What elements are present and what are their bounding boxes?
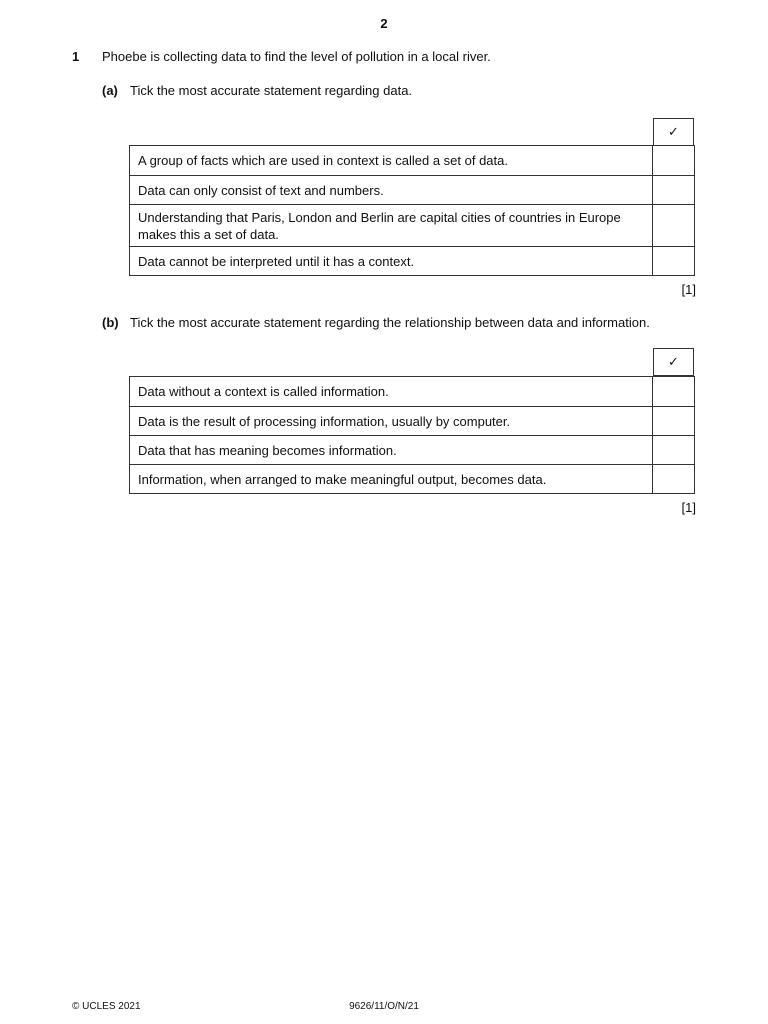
part-b-answer-table bbox=[129, 376, 695, 494]
statement-text: Understanding that Paris, London and Berlin are capital cities of countries in Europe makes this a set of data. bbox=[130, 205, 653, 247]
statement-text: Data is the result of processing information, usually by computer. bbox=[130, 407, 653, 436]
tick-box[interactable] bbox=[653, 146, 695, 176]
table-row bbox=[130, 377, 695, 407]
tick-icon: ✓ bbox=[668, 124, 679, 140]
table-row bbox=[130, 146, 695, 176]
question-text: Phoebe is collecting data to find the level of pollution in a local river. bbox=[102, 49, 491, 64]
page-number: 2 bbox=[380, 16, 388, 31]
question-number: 1 bbox=[72, 49, 80, 64]
table-row bbox=[130, 247, 695, 276]
part-a-marks: [1] bbox=[681, 282, 696, 297]
table-row bbox=[130, 407, 695, 436]
table-row bbox=[130, 176, 695, 205]
table-row bbox=[130, 205, 695, 247]
tick-box[interactable] bbox=[653, 436, 695, 465]
tick-box[interactable] bbox=[653, 205, 695, 247]
part-a-tick-header bbox=[653, 118, 694, 146]
footer-paper-code: 9626/11/O/N/21 bbox=[349, 1001, 419, 1012]
part-b-marks: [1] bbox=[681, 500, 696, 515]
tick-box[interactable] bbox=[653, 247, 695, 276]
part-b-tick-header bbox=[653, 348, 694, 376]
table-row bbox=[130, 436, 695, 465]
tick-box[interactable] bbox=[653, 377, 695, 407]
tick-box[interactable] bbox=[653, 465, 695, 494]
statement-text: Data can only consist of text and numbers. bbox=[130, 176, 653, 205]
table-row bbox=[130, 465, 695, 494]
footer-copyright: © UCLES 2021 bbox=[72, 1001, 141, 1012]
tick-box[interactable] bbox=[653, 176, 695, 205]
tick-icon: ✓ bbox=[668, 354, 679, 370]
statement-text: Data cannot be interpreted until it has a context. bbox=[130, 247, 653, 276]
part-a-label: (a) bbox=[102, 83, 118, 98]
statement-text: Data without a context is called information. bbox=[130, 377, 653, 407]
part-a-text: Tick the most accurate statement regarding data. bbox=[130, 83, 413, 98]
statement-text: Information, when arranged to make meaningful output, becomes data. bbox=[130, 465, 653, 494]
part-a-answer-table bbox=[129, 145, 695, 276]
tick-box[interactable] bbox=[653, 407, 695, 436]
statement-text: Data that has meaning becomes information. bbox=[130, 436, 653, 465]
part-b-label: (b) bbox=[102, 315, 119, 330]
part-b-text: Tick the most accurate statement regarding the relationship between data and information. bbox=[130, 315, 650, 330]
statement-text: A group of facts which are used in context is called a set of data. bbox=[130, 146, 653, 176]
